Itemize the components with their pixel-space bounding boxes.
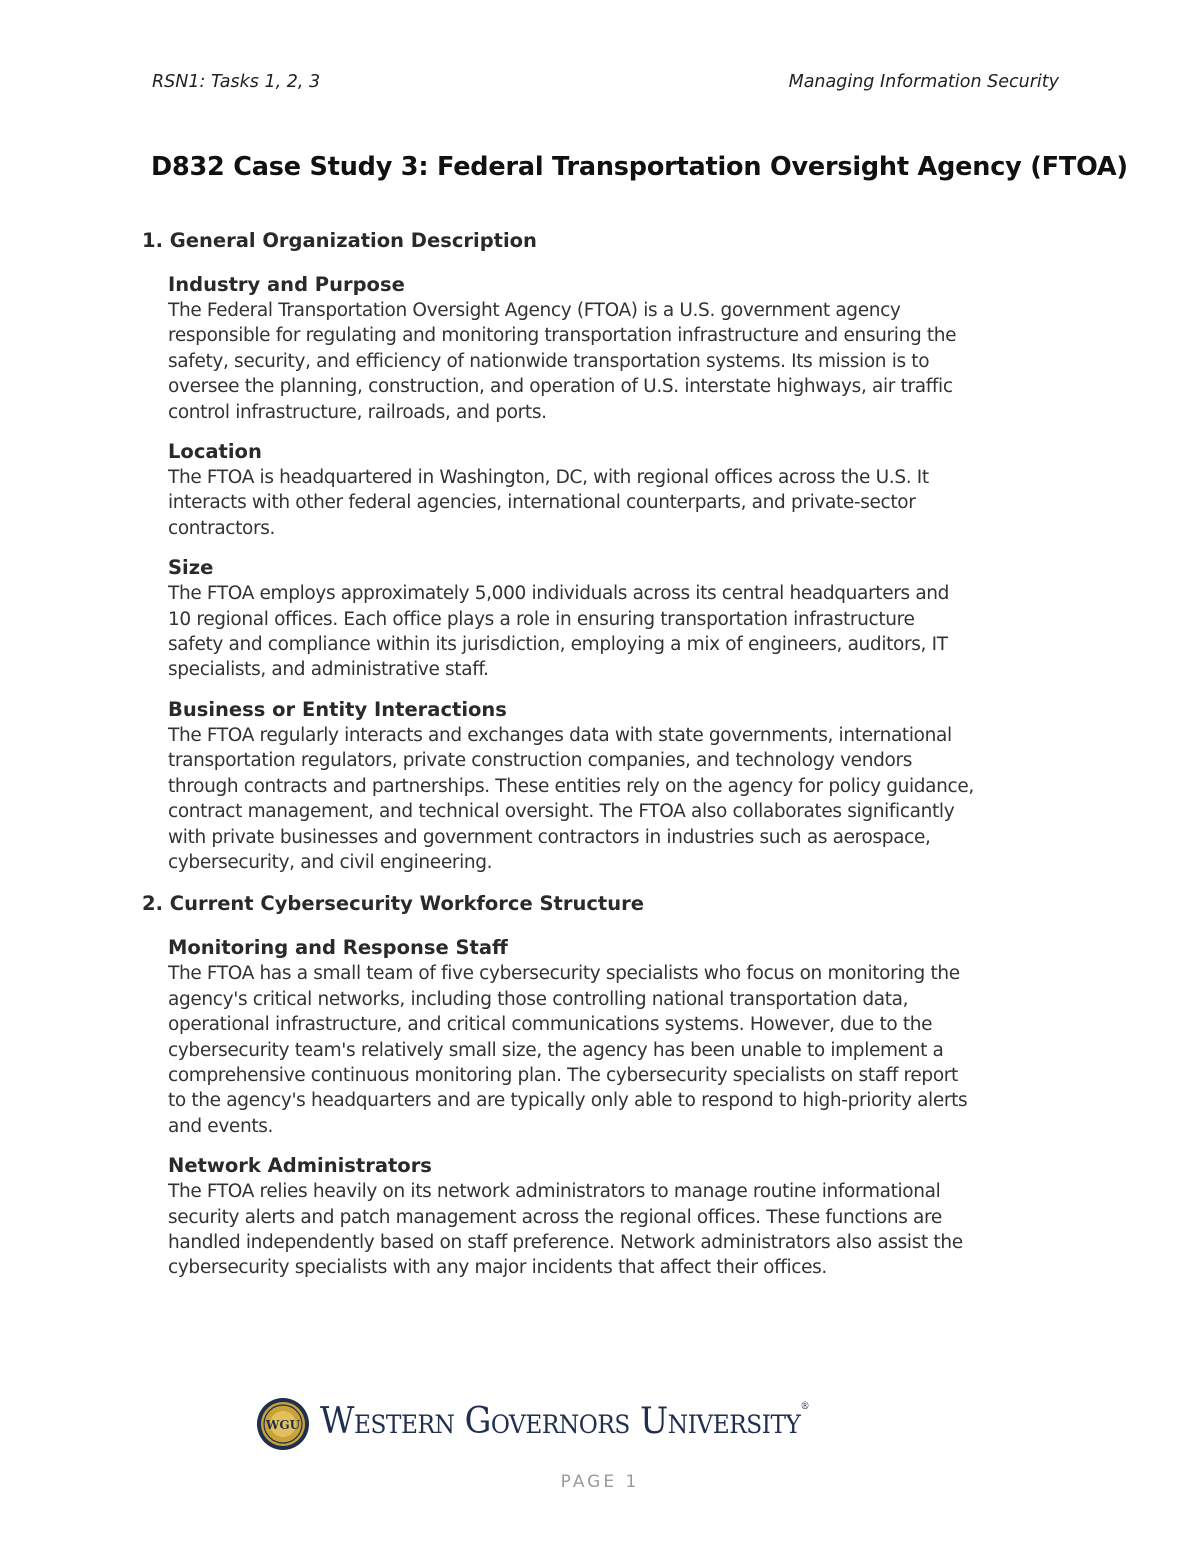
text-line: through contracts and partnerships. These entities rely on the agency for policy guidance,: [168, 775, 974, 797]
section-heading: 2. Current Cybersecurity Workforce Structure: [142, 892, 644, 916]
text-line: comprehensive continuous monitoring plan. The cybersecurity specialists on staff report: [168, 1064, 958, 1086]
text-line: The FTOA relies heavily on its network administrators to manage routine informational: [168, 1181, 941, 1203]
header-course-tasks: RSN1: Tasks 1, 2, 3: [152, 72, 321, 92]
text-line: The FTOA regularly interacts and exchanges data with state governments, international: [168, 724, 952, 746]
text-line: cybersecurity team's relatively small size, the agency has been unable to implement a: [168, 1039, 944, 1061]
text-line: cybersecurity, and civil engineering.: [168, 851, 493, 873]
text-line: The FTOA employs approximately 5,000 individuals across its central headquarters and: [168, 583, 950, 605]
section-cybersecurity-workforce: [142, 889, 1072, 1280]
text-line: 10 regional offices. Each office plays a role in ensuring transportation infrastructure: [168, 608, 915, 630]
section-heading: 1. General Organization Description: [142, 229, 537, 252]
text-line: and events.: [168, 1115, 274, 1137]
page-number: PAGE 1: [560, 1472, 640, 1492]
subsection-business-interactions: [168, 697, 1072, 875]
header-course-name: Managing Information Security: [788, 72, 1059, 92]
subsection-industry-purpose: [168, 272, 1072, 425]
document-body: [142, 226, 1072, 1295]
subsection-size: [168, 555, 1072, 683]
text-line: interacts with other federal agencies, international counterparts, and private-sector: [168, 492, 916, 514]
subsection-heading: Business or Entity Interactions: [168, 697, 507, 721]
subsection-heading: Size: [168, 556, 214, 580]
section-general-organization: [142, 226, 1072, 875]
text-line: cybersecurity specialists with any major incidents that affect their offices.: [168, 1257, 827, 1279]
wgu-logo: [256, 1395, 906, 1455]
subsection-heading: Monitoring and Response Staff: [168, 936, 508, 960]
paragraph: [168, 298, 1068, 425]
text-line: control infrastructure, railroads, and ports.: [168, 401, 547, 423]
subsection-heading: Network Administrators: [168, 1154, 432, 1178]
text-line: safety, security, and efficiency of nationwide transportation systems. Its mission is to: [168, 350, 930, 372]
text-line: with private businesses and government contractors in industries such as aerospace,: [168, 826, 931, 848]
document-title: D832 Case Study 3: Federal Transportation Oversight Agency (FTOA): [151, 152, 1128, 182]
text-line: contractors.: [168, 517, 276, 539]
text-line: oversee the planning, construction, and operation of U.S. interstate highways, air traffic: [168, 376, 953, 398]
subsection-network-administrators: [168, 1153, 1072, 1281]
text-line: specialists, and administrative staff.: [168, 659, 489, 681]
text-line: The Federal Transportation Oversight Agency (FTOA) is a U.S. government agency: [168, 300, 901, 321]
subsection-heading: Location: [168, 440, 262, 464]
text-line: responsible for regulating and monitoring transportation infrastructure and ensuring the: [168, 325, 957, 347]
paragraph: [168, 723, 1068, 875]
text-line: handled independently based on staff preference. Network administrators also assist the: [168, 1231, 963, 1253]
page-header: [152, 72, 1059, 98]
subsection-heading: Industry and Purpose: [168, 273, 405, 296]
subsection-location: [168, 439, 1072, 541]
text-line: contract management, and technical oversight. The FTOA also collaborates significantly: [168, 801, 955, 823]
text-line: The FTOA has a small team of five cybersecurity specialists who focus on monitoring the: [168, 963, 960, 985]
text-line: transportation regulators, private construction companies, and technology vendors: [168, 750, 912, 772]
text-line: operational infrastructure, and critical communications systems. However, due to the: [168, 1014, 933, 1036]
paragraph: [168, 1179, 1068, 1281]
paragraph: [168, 581, 1068, 683]
text-line: to the agency's headquarters and are typically only able to respond to high-priority alerts: [168, 1090, 968, 1112]
subsection-monitoring-response: [168, 935, 1072, 1139]
text-line: The FTOA is headquartered in Washington, DC, with regional offices across the U.S. It: [168, 467, 929, 489]
wgu-seal-icon: [256, 1397, 310, 1451]
wgu-wordmark: [320, 1401, 809, 1442]
wordmark-text: Western Governors University: [320, 1401, 801, 1442]
paragraph: [168, 961, 1068, 1139]
text-line: security alerts and patch management across the regional offices. These functions are: [168, 1206, 942, 1228]
text-line: agency's critical networks, including those controlling national transportation data,: [168, 988, 909, 1010]
trademark-symbol: ®: [800, 1401, 810, 1412]
text-line: safety and compliance within its jurisdiction, employing a mix of engineers, auditors, IT: [168, 634, 948, 656]
paragraph: [168, 465, 1068, 541]
svg-text:WGU: WGU: [265, 1418, 301, 1432]
